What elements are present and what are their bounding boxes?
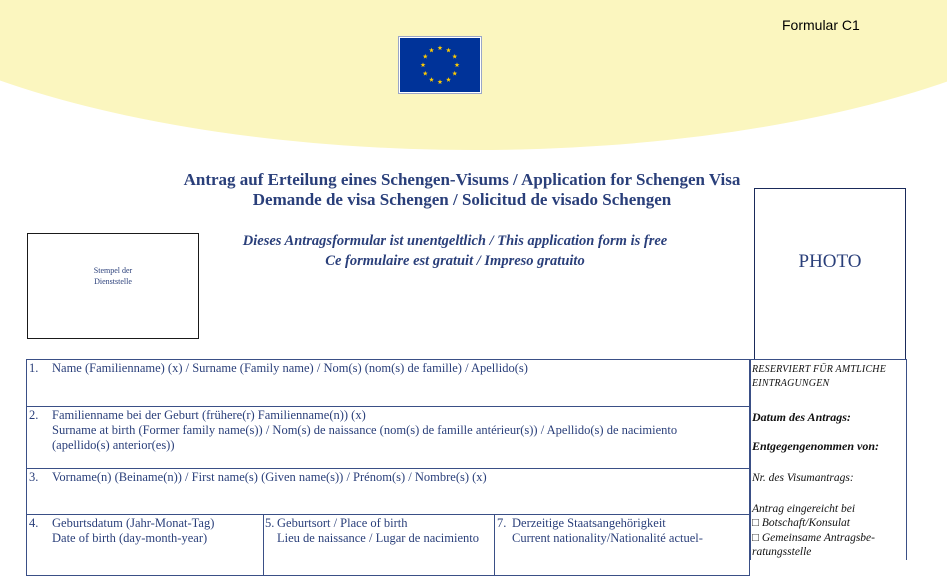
star-icon: [446, 77, 451, 82]
field-number: 2.: [29, 408, 39, 422]
reserved-label-line1: RESERVIERT FÜR AMTLICHE: [752, 364, 887, 375]
field-label-line: Surname at birth (Former family name(s)) / Nom(s) de naissance (nom(s) de famille antérieur(s)) / Apellido(s) de nacimiento: [52, 423, 678, 437]
photo-label: PHOTO: [798, 251, 862, 272]
star-icon: [446, 48, 451, 53]
visa-application-number-label: Nr. des Visumantrags:: [752, 472, 854, 484]
received-by-label: Entgegengenommen von:: [752, 439, 880, 453]
applicant-fields: [26, 359, 750, 559]
field-label-line: Date of birth (day-month-year): [52, 531, 208, 545]
field-label-line: Name (Familienname) (x) / Surname (Family name) / Nom(s) (nom(s) de famille) / Apellido(s): [52, 361, 528, 375]
field-label: [52, 470, 745, 485]
field-surname-at-birth[interactable]: [26, 406, 750, 470]
field-label: [52, 361, 745, 376]
field-label-line: Geburtsdatum (Jahr-Monat-Tag): [52, 516, 215, 530]
star-icon: [438, 45, 443, 50]
field-number: 5.: [265, 516, 275, 530]
stamp-label-line2: Dienststelle: [94, 277, 132, 286]
stamp-label-line1: Stempel der: [93, 266, 133, 275]
free-notice-line1: Dieses Antragsformular ist unentgeltlich / This application form is free: [242, 233, 668, 249]
star-icon: [429, 77, 434, 82]
star-icon: [423, 54, 428, 59]
star-icon: [452, 54, 457, 59]
stamp-label: [28, 265, 198, 287]
field-label: [512, 516, 745, 546]
field-place-of-birth[interactable]: [263, 514, 496, 576]
field-label: [52, 408, 745, 453]
option-embassy-checkbox[interactable]: □ Botschaft/Konsulat: [752, 517, 850, 529]
option-joint-centre-cont: ratungsstelle: [752, 546, 812, 558]
field-first-names[interactable]: [26, 468, 750, 516]
field-label-line: Derzeitige Staatsangehörigkeit: [512, 516, 666, 530]
field-label: [52, 516, 260, 546]
star-icon: [423, 71, 428, 76]
field-number: 4.: [29, 516, 39, 530]
field-label: [277, 516, 491, 546]
star-icon: [429, 48, 434, 53]
star-icon: [452, 71, 457, 76]
field-date-of-birth[interactable]: [26, 514, 265, 576]
field-label-line: Lieu de naissance / Lugar de nacimiento: [277, 531, 480, 545]
official-use-column: [750, 359, 907, 560]
field-nationality[interactable]: [494, 514, 750, 576]
free-notice-line2: Ce formulaire est gratuit / Impreso gratuito: [325, 253, 585, 269]
date-of-application-label: Datum des Antrags:: [752, 410, 851, 424]
form-title-line2: Demande de visa Schengen / Solicitud de visado Schengen: [252, 190, 672, 209]
field-number: 7.: [497, 516, 507, 530]
field-number: 3.: [29, 470, 39, 484]
submitted-at-label: Antrag eingereicht bei: [752, 503, 856, 515]
office-stamp-box: [27, 233, 199, 339]
eu-flag-icon: [399, 37, 481, 93]
field-label-line: Familienname bei der Geburt (frühere(r) Familienname(n)) (x): [52, 408, 366, 422]
form-code: Formular C1: [782, 17, 860, 33]
option-joint-centre-checkbox[interactable]: □ Gemeinsame Antragsbe-: [752, 532, 875, 544]
star-icon: [455, 62, 460, 67]
star-icon: [438, 79, 443, 84]
field-label-line: Current nationality/Nationalité actuel-: [512, 531, 703, 545]
field-label-line: Vorname(n) (Beiname(n)) / First name(s) (Given name(s)) / Prénom(s) / Nombre(s) (x): [52, 470, 487, 484]
photo-box[interactable]: [754, 188, 906, 360]
star-icon: [421, 62, 426, 67]
form-title-line1: Antrag auf Erteilung eines Schengen-Visums / Application for Schengen Visa: [183, 170, 741, 189]
field-number: 1.: [29, 361, 39, 375]
field-surname[interactable]: [26, 359, 750, 408]
field-label-line: Geburtsort / Place of birth: [277, 516, 408, 530]
field-label-line: (apellido(s) anterior(es)): [52, 438, 175, 452]
eu-flag-stars: [400, 38, 480, 92]
reserved-label-line2: EINTRAGUNGEN: [752, 378, 830, 389]
